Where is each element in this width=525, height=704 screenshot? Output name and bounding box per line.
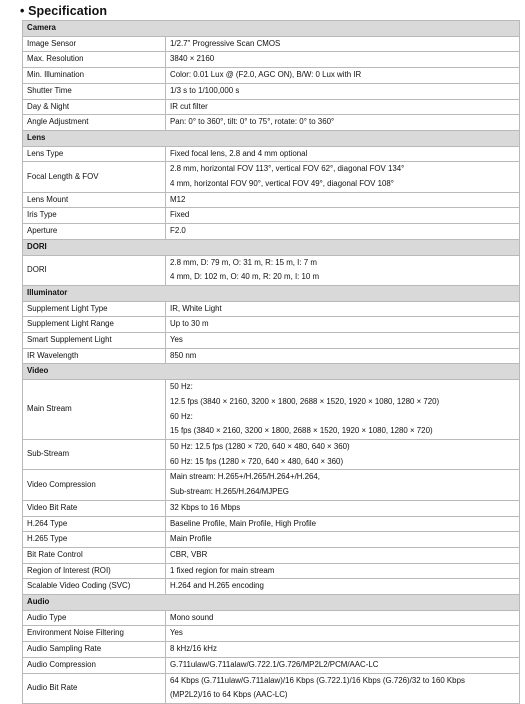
spec-label: Audio Type [23,610,166,626]
spec-value [166,115,520,131]
spec-value-line: M12 [170,194,186,204]
spec-value [166,224,520,240]
spec-row [23,52,520,68]
spec-row [23,162,520,192]
section-header-row [23,595,520,611]
spec-value-line: Yes [170,335,183,345]
spec-label: Supplement Light Range [23,317,166,333]
spec-row [23,657,520,673]
spec-value [166,208,520,224]
spec-value [166,36,520,52]
spec-value [166,146,520,162]
spec-value-line: Main stream: H.265+/H.265/H.264+/H.264, [170,472,321,482]
spec-value [166,192,520,208]
spec-row [23,532,520,548]
spec-value-line: 1 fixed region for main stream [170,565,275,575]
spec-label: Video Compression [23,470,166,500]
spec-value [166,563,520,579]
spec-value-line: Main Profile [170,534,212,544]
spec-label: Lens Type [23,146,166,162]
spec-label: Sub-Stream [23,439,166,469]
spec-value [166,642,520,658]
spec-row [23,146,520,162]
spec-row [23,516,520,532]
spec-value-line: IR cut filter [170,101,208,111]
spec-row [23,380,520,440]
spec-row [23,500,520,516]
spec-value [166,470,520,500]
spec-row [23,192,520,208]
spec-value-line: 1/2.7" Progressive Scan CMOS [170,38,281,48]
spec-label: Max. Resolution [23,52,166,68]
page-title [20,2,107,20]
spec-value-line: IR, White Light [170,303,222,313]
section-header-row [23,364,520,380]
spec-value [166,380,520,440]
spec-label: Angle Adjustment [23,115,166,131]
spec-row [23,439,520,469]
spec-value-line: 60 Hz: [170,411,193,421]
spec-row [23,579,520,595]
spec-value [166,439,520,469]
section-header-row [23,239,520,255]
spec-value [166,657,520,673]
spec-value-line: CBR, VBR [170,549,208,559]
spec-value-line: G.711ulaw/G.711alaw/G.722.1/G.726/MP2L2/PCM/AAC-LC [170,659,379,669]
spec-row [23,208,520,224]
spec-value-line: 12.5 fps (3840 × 2160, 3200 × 1800, 2688 × 1520, 1920 × 1080, 1280 × 720) [170,396,440,406]
spec-value [166,516,520,532]
section-header: Lens [23,130,520,146]
spec-label: Iris Type [23,208,166,224]
spec-value-line: 1/3 s to 1/100,000 s [170,85,240,95]
spec-row [23,348,520,364]
spec-label: Region of Interest (ROI) [23,563,166,579]
spec-row [23,99,520,115]
spec-label: Lens Mount [23,192,166,208]
spec-value-line: 3840 × 2160 [170,54,215,64]
spec-label: IR Wavelength [23,348,166,364]
spec-value-line: 15 fps (3840 × 2160, 3200 × 1800, 2688 × 1520, 1920 × 1080, 1280 × 720) [170,426,433,436]
spec-row [23,470,520,500]
spec-row [23,224,520,240]
spec-row [23,255,520,285]
spec-label: Audio Compression [23,657,166,673]
spec-value [166,626,520,642]
spec-value-line: 4 mm, D: 102 m, O: 40 m, R: 20 m, I: 10 m [170,272,320,282]
spec-value [166,52,520,68]
spec-label: DORI [23,255,166,285]
spec-value [166,83,520,99]
spec-value [166,500,520,516]
spec-value-line: 2.8 mm, horizontal FOV 113°, vertical FOV 62°, diagonal FOV 134° [170,164,405,174]
spec-value-line: 8 kHz/16 kHz [170,644,217,654]
spec-value [166,255,520,285]
specification-table [22,20,520,704]
spec-label: H.264 Type [23,516,166,532]
spec-value-line: 32 Kbps to 16 Mbps [170,502,241,512]
spec-row [23,673,520,703]
spec-row [23,642,520,658]
spec-row [23,317,520,333]
spec-value-line: 50 Hz: 12.5 fps (1280 × 720, 640 × 480, 640 × 360) [170,441,350,451]
spec-value-line: 4 mm, horizontal FOV 90°, vertical FOV 49°, diagonal FOV 108° [170,179,394,189]
section-header: Video [23,364,520,380]
specification-table-body [23,21,520,704]
spec-value-line: Pan: 0° to 360°, tilt: 0° to 75°, rotate: 0° to 360° [170,117,335,127]
spec-value-line: Color: 0.01 Lux @ (F2.0, AGC ON), B/W: 0 Lux with IR [170,70,362,80]
spec-value-line: Fixed focal lens, 2.8 and 4 mm optional [170,148,308,158]
spec-value-line: 2.8 mm, D: 79 m, O: 31 m, R: 15 m, I: 7 m [170,257,317,267]
spec-value [166,610,520,626]
spec-value-line: H.264 and H.265 encoding [170,581,264,591]
spec-label: Day & Night [23,99,166,115]
spec-row [23,68,520,84]
title-text: Specification [28,4,108,18]
spec-value-line: 64 Kbps (G.711ulaw/G.711alaw)/16 Kbps (G.722.1)/16 Kbps (G.726)/32 to 160 Kbps [170,675,465,685]
spec-label: Aperture [23,224,166,240]
spec-label: Supplement Light Type [23,301,166,317]
spec-label: H.265 Type [23,532,166,548]
section-header: Camera [23,21,520,37]
section-header-row [23,21,520,37]
spec-label: Video Bit Rate [23,500,166,516]
spec-row [23,36,520,52]
spec-row [23,83,520,99]
spec-label: Environment Noise Filtering [23,626,166,642]
spec-row [23,333,520,349]
spec-label: Shutter Time [23,83,166,99]
spec-label: Audio Sampling Rate [23,642,166,658]
spec-label: Focal Length & FOV [23,162,166,192]
spec-value [166,532,520,548]
spec-value [166,579,520,595]
spec-value-line: 60 Hz: 15 fps (1280 × 720, 640 × 480, 640 × 360) [170,456,344,466]
title-bullet: • [20,4,25,18]
spec-value-line: Fixed [170,210,190,220]
section-header-row [23,130,520,146]
section-header: DORI [23,239,520,255]
spec-value [166,673,520,703]
spec-value [166,547,520,563]
spec-label: Audio Bit Rate [23,673,166,703]
spec-label: Main Stream [23,380,166,440]
spec-value-line: F2.0 [170,226,186,236]
spec-row [23,301,520,317]
spec-value-line: 50 Hz: [170,382,193,392]
spec-value-line: Mono sound [170,612,214,622]
spec-value [166,162,520,192]
spec-row [23,626,520,642]
spec-row [23,547,520,563]
spec-row [23,563,520,579]
spec-label: Scalable Video Coding (SVC) [23,579,166,595]
spec-value [166,333,520,349]
spec-value [166,68,520,84]
spec-label: Image Sensor [23,36,166,52]
spec-label: Min. Illumination [23,68,166,84]
spec-value-line: (MP2L2)/16 to 64 Kbps (AAC-LC) [170,690,288,700]
spec-row [23,115,520,131]
spec-value [166,317,520,333]
spec-value-line: Up to 30 m [170,319,209,329]
section-header-row [23,285,520,301]
spec-value-line: 850 nm [170,350,197,360]
spec-label: Bit Rate Control [23,547,166,563]
spec-value-line: Baseline Profile, Main Profile, High Profile [170,518,317,528]
spec-label: Smart Supplement Light [23,333,166,349]
spec-value [166,348,520,364]
spec-value-line: Yes [170,628,183,638]
spec-row [23,610,520,626]
section-header: Illuminator [23,285,520,301]
spec-value [166,301,520,317]
section-header: Audio [23,595,520,611]
spec-value-line: Sub-stream: H.265/H.264/MJPEG [170,487,289,497]
spec-value [166,99,520,115]
